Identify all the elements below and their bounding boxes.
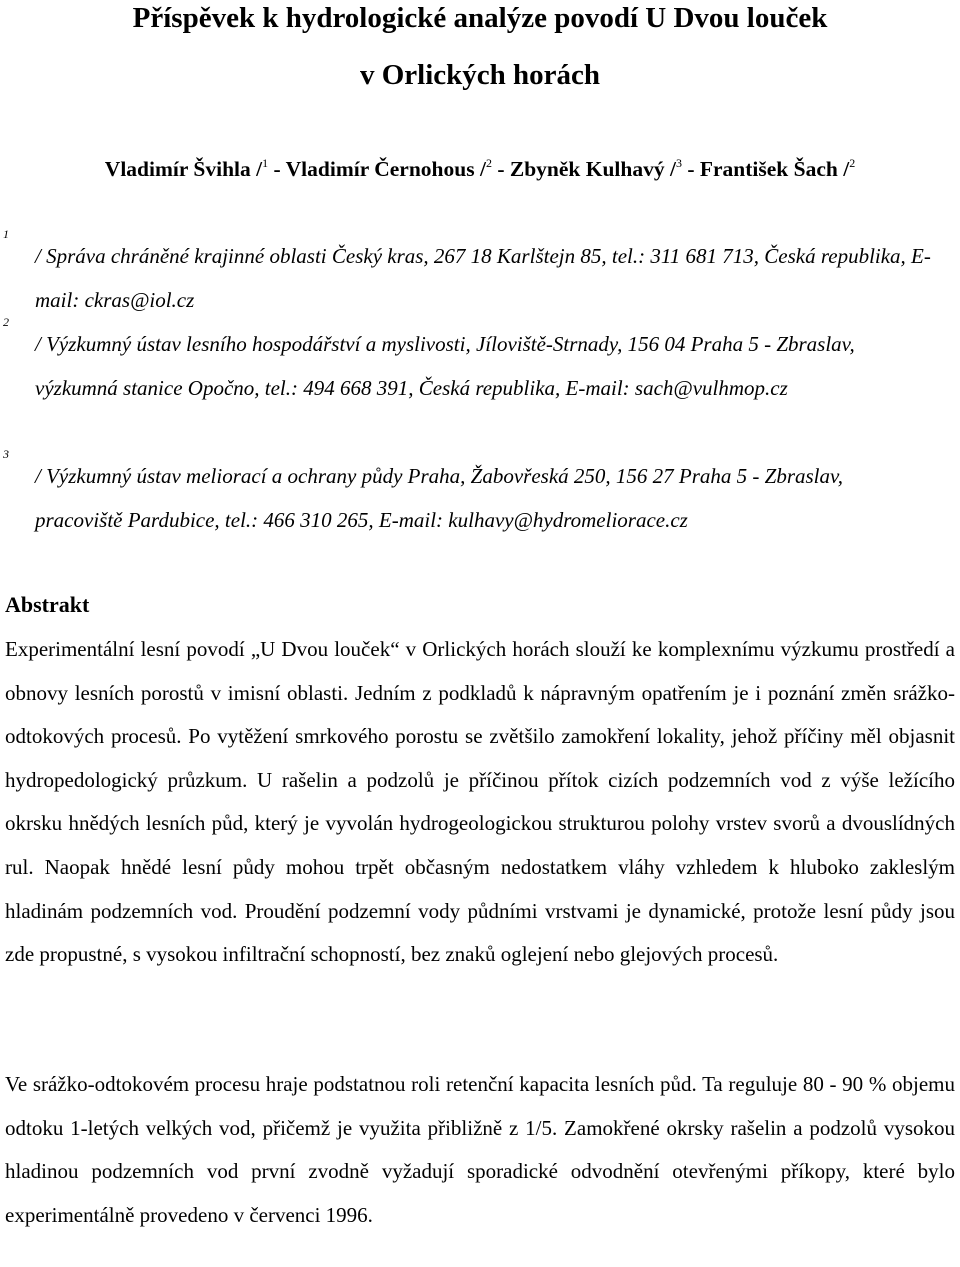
author-affiliation-number: 1: [262, 156, 269, 170]
author-separator: -: [491, 157, 510, 181]
author-name: Zbyněk Kulhavý /: [509, 157, 676, 181]
author-separator: -: [681, 157, 700, 181]
abstract-paragraph-2: [5, 1063, 955, 1237]
abstract-heading: Abstrakt: [5, 592, 90, 617]
author-affiliation-number: 2: [485, 156, 492, 170]
author-list: [0, 154, 960, 184]
affiliation-text: / Správa chráněné krajinné oblasti Český kras, 267 18 Karlštejn 85, tel.: 311 681 713, Česká republika, E-mail: ckras@iol.cz: [35, 244, 931, 312]
affiliation-2: 2 / Výzkumný ústav lesního hospodářství a myslivosti, Jíloviště-Strnady, 156 04 Praha 5 - Zbraslav, výzkumná stanice Opočno, tel.: 494 668 391, Česká republika, E-mail: sach@vulhmop.cz: [3, 322, 933, 410]
abstract-text: Ve srážko-odtokovém procesu hraje podstatnou roli retenční kapacita lesních půd. Ta reguluje 80 - 90 % objemu odtoku 1-letých velkých vod, přičemž je využita přibližně z 1/5. Zamokřené okrsky rašelin a podzolů vysokou hladinou podzemních vod první zvodně vyžadují sporadické odvodnění otevřenými příkopy, které bylo experimentálně provedeno v červenci 1996.: [5, 1072, 955, 1227]
affiliation-1: 1 / Správa chráněné krajinné oblasti Český kras, 267 18 Karlštejn 85, tel.: 311 681 713, Česká republika, E-mail: ckras@iol.cz: [3, 234, 933, 322]
author-name: Vladimír Černohous /: [285, 157, 486, 181]
affiliation-text: / Výzkumný ústav meliorací a ochrany půdy Praha, Žabovřeská 250, 156 27 Praha 5 - Zbraslav, pracoviště Pardubice, tel.: 466 310 265, E-mail: kulhavy@hydromeliorace.cz: [35, 464, 844, 532]
abstract-paragraph-1: [5, 628, 955, 977]
author-name: František Šach /: [699, 157, 850, 181]
author-affiliation-number: 2: [849, 156, 856, 170]
author-affiliation-number: 3: [675, 156, 682, 170]
paper-title-line2: v Orlických horách: [359, 59, 601, 91]
author-name: Vladimír Švihla /: [104, 157, 263, 181]
affiliation-text: / Výzkumný ústav lesního hospodářství a myslivosti, Jíloviště-Strnady, 156 04 Praha 5 - Zbraslav, výzkumná stanice Opočno, tel.: 494 668 391, Česká republika, E-mail: sach@vulhmop.cz: [35, 332, 855, 400]
paper-title-line1: Příspěvek k hydrologické analýze povodí U Dvou louček: [132, 2, 828, 34]
abstract-text: Experimentální lesní povodí „U Dvou louček“ v Orlických horách slouží ke komplexnímu výzkumu prostředí a obnovy lesních porostů v imisní oblasti. Jedním z podkladů k nápravným opatřením je i poznání změn srážko-odtokových procesů. Po vytěžení smrkového porostu se zvětšilo zamokření lokality, jehož příčiny měl objasnit hydropedologický průzkum. U rašelin a podzolů je příčinou přítok cizích podzemních vod z výše ležícího okrsku hnědých lesních půd, který je vyvolán hydrogeologickou strukturou polohy vrstev svorů a dvouslídných rul. Naopak hnědé lesní půdy mohou trpět občasným nedostatkem vláhy vzhledem k hluboko zakleslým hladinám podzemních vod. Proudění podzemní vody půdními vrstvami je dynamické, protože lesní půdy jsou zde propustné, s vysokou infiltrační schopností, bez znaků oglejení nebo glejových procesů.: [5, 637, 955, 967]
affiliation-3: 3 / Výzkumný ústav meliorací a ochrany půdy Praha, Žabovřeská 250, 156 27 Praha 5 - Zbraslav, pracoviště Pardubice, tel.: 466 310 265, E-mail: kulhavy@hydromeliorace.cz: [3, 454, 933, 542]
author-separator: -: [268, 157, 286, 181]
